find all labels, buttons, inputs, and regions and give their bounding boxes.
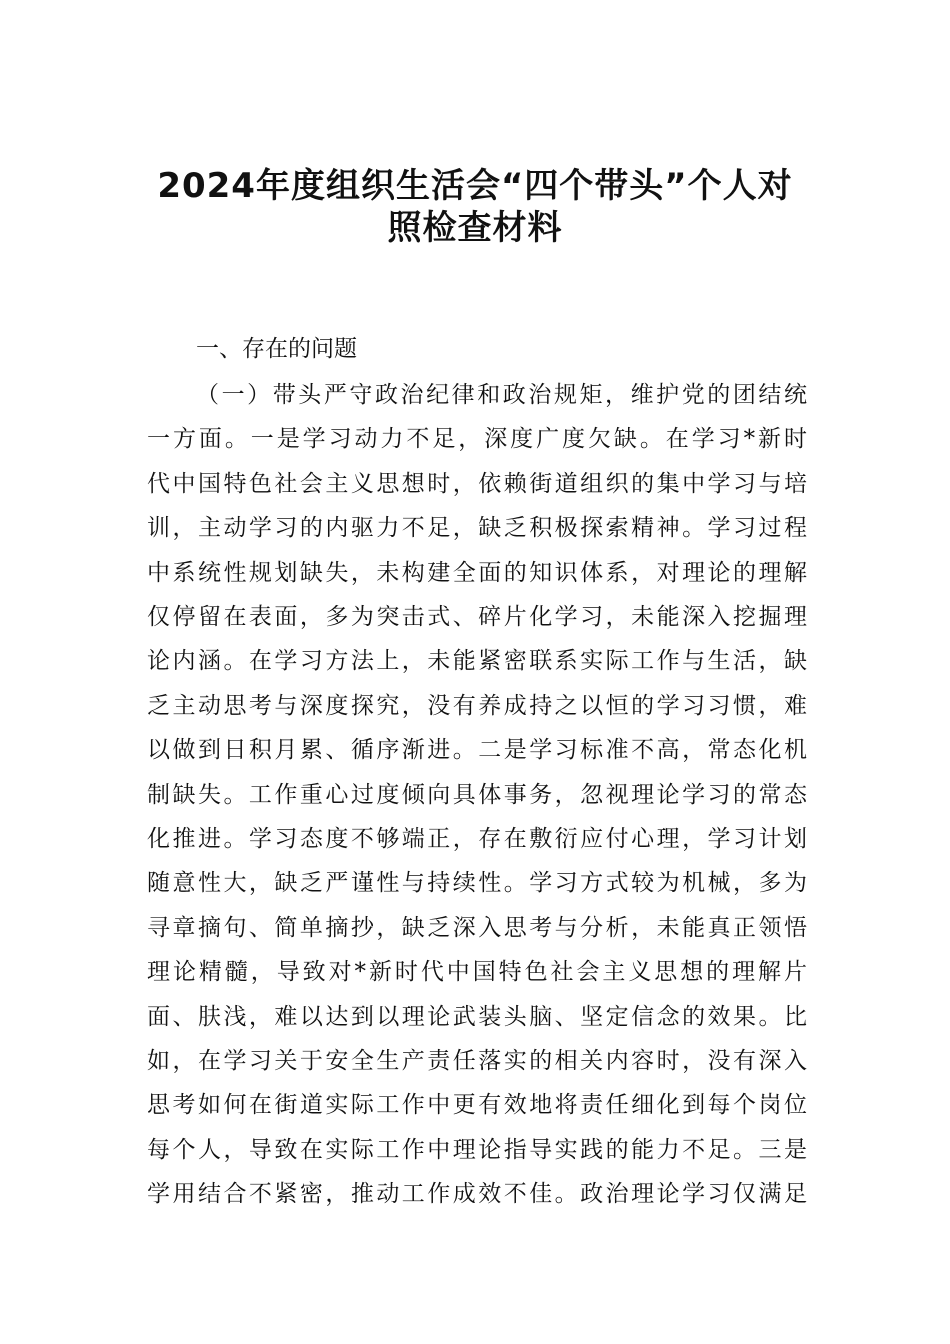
body-line: 以做到日积月累、循序渐进。二是学习标准不高，常态化机 [147,737,807,763]
section-heading: 一、存在的问题 [196,336,357,362]
body-line: 仅停留在表面，多为突击式、碎片化学习，未能深入挖掘理 [147,604,807,630]
body-line: 中系统性规划缺失，未构建全面的知识体系，对理论的理解 [147,560,807,586]
body-line: 乏主动思考与深度探究，没有养成持之以恒的学习习惯，难 [147,693,807,719]
document-title-line-1: 2024年度组织生活会“四个带头”个人对 [157,166,793,206]
body-line: （一）带头严守政治纪律和政治规矩，维护党的团结统 [196,382,807,408]
body-line: 寻章摘句、简单摘抄，缺乏深入思考与分析，未能真正领悟 [147,915,807,941]
body-line: 化推进。学习态度不够端正，存在敷衍应付心理，学习计划 [147,826,807,852]
body-line: 理论精髓，导致对*新时代中国特色社会主义思想的理解片 [147,959,807,985]
body-line: 论内涵。在学习方法上，未能紧密联系实际工作与生活，缺 [147,648,807,674]
body-line: 每个人，导致在实际工作中理论指导实践的能力不足。三是 [147,1137,807,1163]
body-line: 代中国特色社会主义思想时，依赖街道组织的集中学习与培 [147,471,807,497]
body-line: 学用结合不紧密，推动工作成效不佳。政治理论学习仅满足 [147,1181,807,1207]
body-line: 训，主动学习的内驱力不足，缺乏积极探索精神。学习过程 [147,515,807,541]
body-line: 制缺失。工作重心过度倾向具体事务，忽视理论学习的常态 [147,782,807,808]
document-title-line-2: 照检查材料 [387,208,563,248]
body-line: 随意性大，缺乏严谨性与持续性。学习方式较为机械，多为 [147,870,807,896]
body-line: 面、肤浅，难以达到以理论武装头脑、坚定信念的效果。比 [147,1004,807,1030]
body-line: 如，在学习关于安全生产责任落实的相关内容时，没有深入 [147,1048,807,1074]
body-line: 一方面。一是学习动力不足，深度广度欠缺。在学习*新时 [147,426,807,452]
body-line: 思考如何在街道实际工作中更有效地将责任细化到每个岗位 [147,1092,807,1118]
